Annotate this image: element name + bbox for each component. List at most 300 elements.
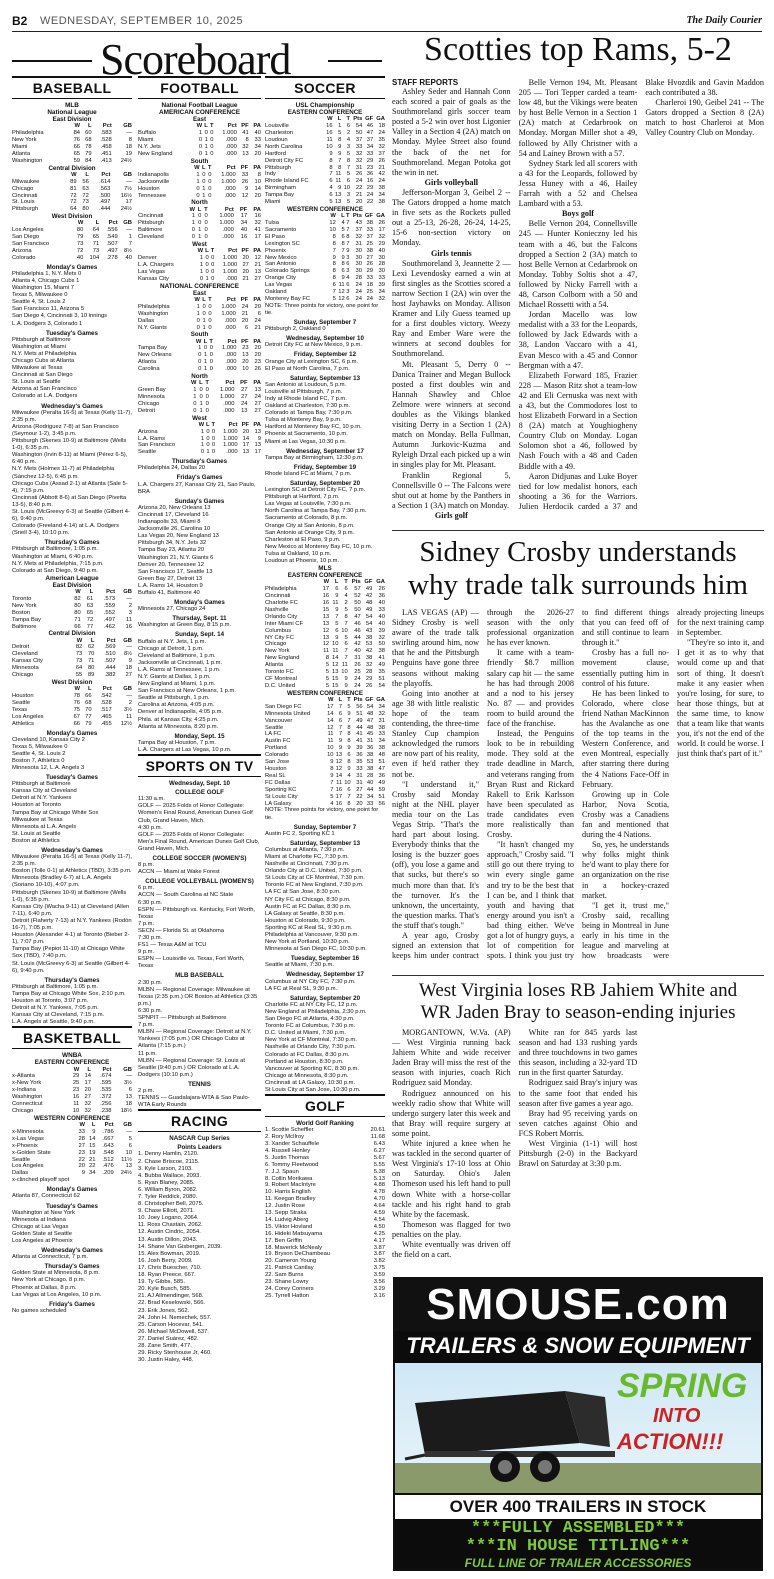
table-cell: 8 [347, 724, 351, 731]
schedule-line: D.C. United at Miami, 7:30 p.m. [265, 1030, 346, 1037]
table-cell: 11 [335, 171, 342, 178]
table-cell: 37 [355, 136, 363, 143]
table-cell: North Carolina [265, 143, 303, 150]
column-header [265, 579, 320, 586]
table-cell: 8 [329, 157, 333, 164]
table-cell: 0 [206, 435, 210, 442]
table-cell: 46 [354, 627, 361, 634]
table-row [265, 1224, 385, 1231]
column-header: PF [239, 206, 248, 213]
column-header: L [199, 380, 203, 387]
table-cell: 76 [73, 137, 81, 144]
table-cell: 64 [75, 665, 83, 672]
table-cell: FC Dallas [265, 779, 291, 786]
column-header: W [194, 296, 200, 303]
conference-name: WESTERN CONFERENCE [287, 205, 363, 213]
tv-listing: FS1 — Texas A&M at TCU [138, 942, 207, 949]
table-cell: 8 [128, 137, 132, 144]
schedule-line: Phoenix at Sacramento, 10 p.m. [265, 431, 348, 438]
table-cell: 10 [329, 226, 336, 233]
table-cell: 1.000 [221, 171, 236, 178]
section-rule-left [12, 60, 92, 62]
schedule-line: St. Louis (McGreevy 6-3) at Seattle (Gilbert 4-6), 9:40 p.m. [12, 508, 130, 523]
table-cell: 6 [341, 268, 345, 275]
table-cell: 4 [347, 772, 351, 779]
schedule-day: Wednesday, September 10 [286, 335, 364, 343]
table-cell: 9 [332, 254, 336, 261]
table-row [138, 220, 261, 227]
schedule-line: Washington (Irvin 8-11) at Miami (Pérez 6-5), 6:40 p.m. [12, 452, 128, 466]
tv-listing: 11 p.m. [138, 1050, 157, 1057]
rule-crosby [392, 530, 764, 531]
table-cell: 26 [241, 178, 249, 185]
table-cell: 27 [78, 1142, 85, 1149]
table-cell: 61 [86, 595, 94, 602]
table-cell: 35 [356, 759, 363, 766]
table-cell: 31 [354, 655, 361, 662]
table-row [12, 624, 132, 631]
schedule-line: LA FC at Real SL, 9:30 p.m. [265, 985, 338, 992]
table-row [265, 151, 385, 158]
schedule-line: Toronto FC at New England, 7:30 p.m. [265, 882, 364, 889]
table-cell: 13 [334, 199, 342, 206]
column-header: Pct [226, 296, 236, 303]
table-header-row [138, 248, 261, 255]
table-cell: 7 [346, 240, 350, 247]
points-leader: 19. Ty Gibbs, 585. [138, 1279, 185, 1286]
column-header: PA [253, 248, 261, 255]
schedule-day: Thursday's Games [44, 976, 100, 984]
column-header: L [95, 220, 100, 227]
table-cell: x-New York [12, 1080, 42, 1087]
schedule-line: Houston (Alexander 4-1) at Toronto (Bieber 2-1), 7:07 p.m. [12, 932, 130, 946]
table-cell: 30 [355, 247, 362, 254]
column-header: T [208, 296, 212, 303]
table-cell: Washington [12, 1094, 43, 1101]
american-league-label: American League [45, 574, 99, 582]
table-cell: 44 [356, 724, 363, 731]
table-cell: 20 [242, 268, 249, 275]
table-cell: 0 [196, 317, 200, 324]
table-cell: 0 [199, 275, 204, 282]
table-cell: 0 [209, 352, 213, 359]
table-cell: 0 [205, 400, 209, 407]
table-cell: 4.59 [373, 1210, 385, 1217]
table-cell: 14 [254, 185, 261, 192]
table-row [138, 359, 261, 366]
table-cell: 2 [128, 602, 132, 609]
schedule-line: Hartford at Monterey Bay FC, 10 p.m. [265, 424, 362, 431]
schedule-line: Las Vegas 20, New England 13 [138, 533, 219, 540]
table-cell: 89 [70, 178, 77, 185]
table-cell: NY City FC [265, 634, 294, 641]
schedule-line: Colorado (Freeland 4-14) at L.A. Dodgers (Snell 3-4), 10:10 p.m. [12, 523, 119, 537]
schedule-line: Detroit at N.Y. Yankees, 7:05 p.m. [12, 1005, 99, 1012]
table-cell: 40 [378, 613, 385, 620]
table-row [265, 1134, 385, 1141]
schedule-line: Cleveland 10, Kansas City 2 [12, 736, 85, 743]
table-cell: .000 [225, 275, 238, 282]
table-row [265, 165, 385, 172]
table-cell: 26 [254, 366, 261, 373]
table-cell: 16 [72, 1094, 80, 1101]
table-cell: 11 [338, 282, 345, 289]
table-row [265, 1127, 385, 1134]
table-cell: Carolina [138, 366, 160, 373]
table-cell: 3 [346, 143, 351, 150]
paragraph: Franklin Regional 5, Connellsville 0 -- The Falcons were shut out at home by the Panthers in a Section 1 (3A) match on Monday. [392, 470, 511, 510]
paragraph: Belle Vernon 194, Mt. Pleasant 205 — Tori Tepper carded a team-low 48, but the Vikings were beaten by host Belle Vernon in a Section 1 (2A) match at Cedarbrook on Monday. Morgan Miller shot a 49, followed by Ally Christner with a 54 and Lainey Brown with a 57. [518, 78, 638, 158]
table-cell: 4.17 [373, 1237, 385, 1244]
table-cell: 0 [205, 255, 209, 262]
table-cell: 34 [378, 192, 385, 199]
table-cell: 0 [196, 324, 200, 331]
table-cell: Arizona [12, 247, 32, 254]
table-row [12, 199, 132, 206]
table-cell: 51 [378, 793, 385, 800]
table-cell: 63 [82, 185, 89, 192]
table-cell: 79 [85, 720, 92, 727]
points-leader: 21. AJ Allmendinger, 568. [138, 1293, 204, 1300]
table-cell: 41 [242, 130, 249, 137]
table-cell: 0 [198, 220, 202, 227]
table-cell: 48 [366, 724, 374, 731]
table-cell: 73 [76, 241, 84, 248]
table-cell: 23 [78, 1149, 85, 1156]
table-cell: 14 [335, 772, 343, 779]
table-row [265, 248, 385, 255]
table-cell: 20 [254, 192, 261, 199]
table-cell: 7 [338, 724, 343, 731]
table-cell: 16 [326, 123, 333, 130]
table-cell: 44 [354, 634, 361, 641]
column-header: PA [253, 296, 261, 303]
points-leader: 30. Justin Haley, 448. [138, 1357, 194, 1364]
table-cell: .256 [100, 1101, 112, 1108]
table-cell: 7 [338, 731, 343, 738]
table-cell: 37 [378, 150, 385, 157]
table-cell: 13 [254, 387, 261, 394]
table-cell: 13 [125, 1163, 132, 1170]
table-cell: 8 [332, 275, 336, 282]
table-cell: Cleveland [12, 651, 38, 658]
table-cell: 24 [355, 295, 362, 302]
table-cell: 27 [254, 407, 261, 414]
table-cell: .548 [102, 1149, 114, 1156]
table-cell: 73 [82, 199, 89, 206]
table-cell: 40 [378, 600, 385, 607]
table-cell: Atlanta [12, 150, 31, 157]
column-header: W [196, 123, 203, 130]
schedule-line: Cincinnati at San Diego [12, 372, 73, 379]
table-cell: 4.54 [373, 1216, 385, 1223]
table-row [12, 644, 132, 651]
table-row [265, 1210, 385, 1217]
schedule-line: LA Galaxy at Seattle, 8:30 p.m. [265, 910, 345, 917]
schedule-line: Minnesota at Indiana [12, 1216, 66, 1223]
table-cell: 24 [354, 676, 361, 682]
national-league-label: National League [47, 109, 97, 117]
table-cell: Atlanta [138, 359, 157, 366]
table-row [265, 628, 385, 635]
table-cell: 1. Scottie Scheffler [265, 1127, 314, 1134]
table-cell: 11. Keegan Bradley [265, 1196, 316, 1203]
points-leader: 18. Ryan Preece, 667. [138, 1272, 196, 1279]
table-cell: 41 [378, 655, 385, 662]
table-cell: 7 [344, 655, 348, 662]
table-cell: 77 [85, 713, 92, 720]
table-cell: 8 [245, 137, 249, 144]
table-row [265, 787, 385, 794]
column-header: W [75, 589, 81, 595]
ad-accessories: FULL LINE OF TRAILER ACCESSORIES [464, 1556, 692, 1570]
schedule-line: Vancouver at Sporting KC, 8:30 p.m. [265, 1065, 359, 1072]
table-cell: .000 [225, 352, 237, 359]
paragraph: White eventually was driven off the field on a cart. [392, 1239, 511, 1260]
schedule-day: Monday's Games [46, 1186, 98, 1194]
table-cell: 27 [242, 261, 249, 268]
table-cell: 27 [84, 1094, 91, 1101]
column-header [138, 422, 196, 429]
table-cell: 15 [331, 682, 339, 689]
column-header: T [345, 213, 350, 220]
standings-table [12, 220, 132, 261]
tv-group-name: COLLEGE SOCCER (WOMEN'S) [152, 854, 247, 862]
column-header [138, 165, 190, 172]
table-cell: 5 [335, 620, 339, 627]
table-cell: 5 [325, 676, 330, 682]
table-row [265, 1196, 385, 1203]
table-cell: 33 [366, 150, 374, 157]
table-row [12, 1087, 132, 1094]
table-row [265, 641, 385, 648]
table-cell: Orlando City [265, 613, 298, 620]
schedule-line: Toronto FC at Columbus, 7:30 p.m. [265, 1023, 356, 1030]
table-cell: 12 [254, 255, 261, 262]
table-cell: Cincinnati [138, 213, 164, 220]
table-cell: 37 [366, 136, 374, 143]
table-cell: 7 [128, 241, 132, 248]
schedule-line: Pittsburgh at Baltimore, 1:05 p.m. [12, 546, 99, 553]
table-cell: Cleveland [138, 234, 164, 241]
table-cell: 68 [85, 699, 92, 706]
table-cell: 42 [365, 593, 373, 600]
table-cell: 4 [346, 136, 351, 143]
table-cell: 9 [81, 1170, 85, 1177]
points-leader: 25. Carson Hocevar, 541. [138, 1321, 204, 1328]
table-cell: 63 [86, 602, 94, 609]
schedule-line: L.A. Rams at Tennessee, 1 p.m. [138, 666, 221, 673]
table-cell: 21 [242, 275, 249, 282]
table-cell: 1 [193, 393, 197, 400]
table-cell: Phoenix [265, 247, 286, 254]
table-cell: 18 [366, 282, 373, 289]
schedule-line: Philadelphia at Vancouver, 9:30 p.m. [265, 932, 359, 938]
table-cell: 8 [347, 800, 351, 807]
table-cell: 13 [254, 428, 261, 435]
schedule-day: Sunday, Sept. 14 [174, 631, 225, 639]
schedule-line: Kansas City (Wacha 9-11) at Cleveland (Allen 7-11), 6:40 p.m. [12, 903, 130, 917]
table-row [12, 158, 132, 165]
column-header: T [347, 696, 351, 703]
standings-table [12, 172, 132, 213]
table-cell: 1 [199, 261, 204, 268]
table-row [265, 1258, 385, 1265]
column-header: W [190, 380, 197, 387]
schedule-line: Seattle 4, St. Louis 2 [12, 750, 66, 757]
table-cell: 20 [356, 800, 363, 807]
table-cell: 12 [327, 724, 334, 731]
table-cell: 1 [202, 324, 206, 331]
standings-table [12, 1122, 132, 1177]
table-cell: — [126, 595, 132, 602]
schedule-line: Milwaukee (Peralta 16-5) at Texas (Kelly 11-7), 2:35 p.m. [12, 409, 132, 423]
table-cell: 47 [366, 717, 374, 724]
table-row [12, 227, 132, 234]
table-cell: 1.000 [221, 178, 236, 185]
table-cell: 20 [241, 317, 249, 324]
table-cell: 26 [365, 682, 373, 689]
table-cell: 36 [366, 745, 374, 752]
table-cell: 42 [365, 648, 373, 655]
table-cell: 14 [331, 655, 339, 662]
table-cell: 72 [82, 192, 89, 199]
table-cell: 32 [365, 662, 373, 669]
table-cell: 33 [366, 226, 373, 233]
schedule-line: Cleveland at Baltimore, 1 p.m. [138, 652, 216, 659]
table-row [138, 193, 261, 200]
table-cell: Minnesota [138, 393, 165, 400]
standings-table [265, 697, 385, 808]
table-row [265, 261, 385, 268]
table-row [138, 304, 261, 311]
smouse-advertisement[interactable] [393, 1277, 763, 1571]
schedule-line: Golden State at Seattle [12, 1230, 72, 1237]
table-cell: 31 [355, 164, 363, 171]
column-header: W [198, 421, 205, 428]
table-cell: L.A. Rams [138, 435, 166, 442]
table-cell: 43 [365, 627, 373, 634]
column-header: L [334, 579, 339, 586]
table-cell: Tampa Bay [12, 616, 41, 623]
division-name: West [192, 414, 207, 422]
division-name: North [191, 373, 208, 381]
table-cell: 3.82 [373, 1258, 385, 1265]
table-cell: 3.56 [373, 1279, 385, 1286]
table-cell: 2 [346, 130, 351, 136]
table-cell: 4. Russell Henley [265, 1147, 311, 1154]
points-leader: 1. Denny Hamlin, 2120. [138, 1151, 199, 1158]
table-cell: 1 [199, 255, 204, 262]
table-cell: 5.13 [373, 1175, 385, 1182]
table-cell: Dallas [12, 1170, 29, 1177]
table-cell: Buffalo [138, 130, 156, 137]
table-cell: N.Y. Giants [138, 324, 167, 331]
division-name: West [192, 241, 207, 249]
table-cell: 30 [355, 261, 362, 268]
table-cell: 54 [355, 123, 363, 130]
column-header: GF [364, 213, 373, 220]
table-cell: 0 [202, 171, 206, 178]
table-cell: 1 [202, 192, 206, 199]
table-cell: 19. Bryson DeChambeau [265, 1251, 331, 1258]
column-header: L [90, 637, 95, 644]
table-cell: 53 [365, 641, 373, 648]
table-cell: 82 [74, 595, 81, 602]
table-cell: 17 [242, 442, 250, 449]
schedule-line: Cincinnati at LA Galaxy, 10:30 p.m. [265, 1079, 356, 1086]
table-row [12, 234, 132, 241]
table-row [265, 635, 385, 642]
schedule-line: Houston at Toronto [12, 802, 61, 809]
schedule-line: St Louis City at CF Montréal, 7:30 p.m. [265, 875, 365, 882]
table-cell: Hartford [265, 150, 286, 157]
table-cell: 7½ [123, 185, 132, 192]
table-cell: 7 [347, 793, 351, 800]
table-header-row [265, 213, 385, 220]
schedule-line: Denver at Indianapolis, 4:05 p.m. [138, 709, 224, 716]
table-cell: 1.000 [219, 220, 234, 227]
paragraph: "They're so into it, and I get it as to why that would come up and that sort of thing. It doesn't make it any easier when you're losing, for sure, to hear those things, but at the same time, to know that a team like that wants you, it's not the end of the world. It could be worse. I just think that's part of it." [677, 638, 764, 759]
table-cell: 2. Rory McIlroy [265, 1134, 304, 1141]
table-cell: 10 [125, 1149, 132, 1156]
table-cell: 73 [75, 658, 83, 665]
table-row [12, 1080, 132, 1087]
column-header: GF [365, 696, 374, 703]
table-cell: 0 [208, 185, 212, 192]
table-cell: 8 [347, 759, 351, 766]
table-row [138, 179, 261, 186]
table-cell: 65 [73, 150, 81, 157]
table-header-row [12, 172, 132, 179]
table-cell: 81 [70, 185, 77, 192]
table-cell: Cincinnati [265, 593, 291, 600]
table-cell: 49 [356, 717, 363, 724]
table-cell: Washington [138, 310, 169, 317]
schedule-line: Buffalo at N.Y. Jets, 1 p.m. [138, 638, 207, 645]
schedule-day: Sunday, September 7 [293, 823, 357, 831]
table-cell: 8 [325, 655, 330, 662]
division-name: East [192, 116, 207, 124]
paragraph: White injured a knee when he was tackled in the second quarter of West Virginia's 17-10 loss at Ohio on Saturday. Ohio's Jalen Thomeson used his left hand to pull down White with a horse-collar tackle and his right hand to grab White by the facemask. [392, 1139, 511, 1219]
table-cell: 0 [205, 393, 209, 400]
tv-listing: 11:30 a.m. [138, 796, 165, 803]
table-cell: El Paso [265, 233, 285, 240]
table-cell: 13 [334, 192, 342, 199]
table-cell: .476 [102, 1163, 114, 1170]
table-cell: 7 [329, 171, 333, 178]
points-leader: 14. Shane Van Gisbergen, 2039. [138, 1243, 223, 1250]
table-cell: 1 [191, 213, 195, 220]
schedule-line: Colorado at San Diego, 9:40 p.m. [12, 567, 99, 574]
schedule-line: Chicago at Minnesota, 8:30 p.m. [265, 1072, 349, 1079]
mlb-label: MLB [65, 102, 79, 109]
points-leader: 15. Alex Bowman, 2019. [138, 1250, 201, 1257]
table-row [12, 255, 132, 262]
table-cell: .000 [224, 324, 236, 331]
table-cell: 5.55 [373, 1161, 385, 1168]
table-row [265, 759, 385, 766]
schedule-line: Pittsburgh 34, N.Y. Jets 32 [138, 540, 207, 547]
table-row [265, 662, 385, 669]
table-cell: 20. Cameron Young [265, 1258, 317, 1265]
table-cell: 1.000 [222, 261, 238, 268]
standings-table [265, 116, 385, 206]
schedule-line: Jacksonville 26, Carolina 10 [138, 526, 211, 533]
table-cell: 0 [208, 310, 212, 317]
paragraph: Belle Vernon 204, Connellsville 245 — Hunter Konieczny led his team with a 46, but the Falcons dropped a Section 2 (3A) match to host Belle Vernon at Cedarbrook on Monday. Tobby Soltis shot a 47, followed by Nicky Farrell with a 48, Carson Colborn with a 50 and Michael Rossetti with a 54. [518, 219, 638, 310]
table-row [12, 1157, 132, 1164]
